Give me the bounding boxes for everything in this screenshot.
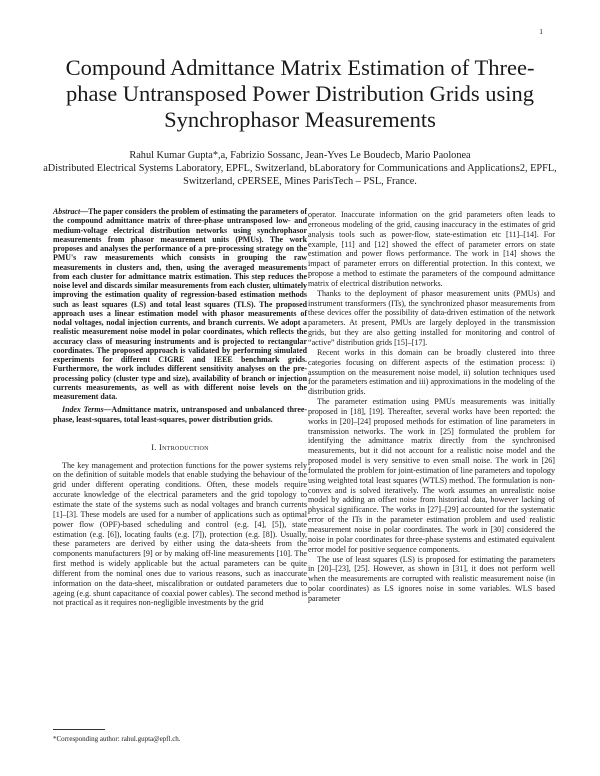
right-column — [308, 210, 555, 604]
index-terms-label: Index Terms — [62, 405, 104, 415]
paragraph: Thanks to the deployment of phasor measurement units (PMUs) and instrument transformers (ITs), the synchronized phasor measurements from these devices offer the possibility of data-driven estimation of the network parameters. At present, PMUs are largely deployed in the transmission grids, but they are also getting installed for monitoring and control of “active” distribution grids [15]–[17]. — [308, 288, 555, 347]
footnote: *Corresponding author: rahul.gupta@epfl.ch. — [53, 735, 181, 743]
section-heading-introduction: I. Introduction — [151, 442, 209, 452]
paper-title: Compound Admittance Matrix Estimation of Three-phase Untransposed Power Distribution Grids using Synchrophasor Measurements — [65, 55, 535, 132]
abstract-label: Abstract — [53, 207, 81, 216]
left-column — [53, 207, 307, 608]
index-terms — [53, 405, 307, 424]
paragraph: The use of least squares (LS) is proposed for estimating the parameters in [20]–[23], [25]. However, as shown in [31], it does not perform well when the measurements are corrupted with realistic measurement noise (in polar coordinates) as LS ignores noise in some variables. WLS based parameter — [308, 554, 555, 603]
footnote-rule — [53, 729, 105, 730]
page-number: 1 — [539, 27, 543, 36]
paragraph: The key management and protection functions for the power systems rely on the definition of suitable models that enable studying the behaviour of the grid under different operating conditions. Often, these models require accurate knowledge of the electrical parameters and the grid topology to estimate the state of the systems such as nodal voltages and branch currents [1]–[3]. These models are used for a number of applications such as optimal power flow (OPF)-based scheduling and control (e.g. [4], [5]), state estimation (e.g. [6]), locating faults (e.g. [7]), protection (e.g. [8]). Usually, these parameters are derived by either using the data-sheets from the components manufacturers [9] or by making off-line measurements [10]. The first method is widely applicable but the actual parameters can be quite different from the nominal ones due to various reasons, such as inaccurate information on the data-sheet, miscalibration or outdated parameters due to ageing (e.g. shunt capacitance of coaxial power cables). The second method is not practical as it requires non-negligible investments by the grid — [53, 460, 307, 608]
affiliations: aDistributed Electrical Systems Laboratory, EPFL, Switzerland, bLaboratory for Communications and Applications2, EPFL, Switzerland, cPERSEE, Mines ParisTech – PSL, France. — [43, 163, 557, 187]
paragraph: operator. Inaccurate information on the grid parameters often leads to erroneous modeling of the grid, causing inaccuracy in the estimates of grid analysis tools such as power-flow, state-estimation etc [11]–[14]. For example, [11] and [12] showed the effect of parameter errors on state estimation and power flows performance. The work in [14] shows the impact of parameter errors on differential protection. In this context, we propose a method to estimate the parameters of the compound admittance matrix of electrical distribution networks. — [308, 210, 555, 288]
abstract — [53, 207, 307, 401]
paragraph: Recent works in this domain can be broadly clustered into three categories focusing on different aspects of the estimation process: i) assumption on the measurement noise model, ii) solution techniques used for the parameters estimation and iii) approximations in the modeling of the distribution grids. — [308, 347, 555, 397]
index-terms-text: —Admittance matrix, untransposed and unbalanced three-phase, least-squares, total least-squares, power distribution grids. — [53, 405, 307, 424]
abstract-text: —The paper considers the problem of estimating the parameters of the compound admittance matrix of three-phase untransposed low- and medium-voltage electrical distribution networks using synchrophasor measurements from phasor measurement units (PMUs). The work proposes and analyses the performance of a pre-processing strategy on the PMU's raw measurements which consists in grouping the raw measurements in clusters and, then, using the averaged measurements from each cluster for admittance matrix estimation. This step reduces the noise level and discards similar measurements from each cluster, ultimately improving the estimation quality of regression-based estimation methods such as least squares (LS) and total least squares (TLS). The proposed approach uses a linear estimation model with phasor measurements of nodal voltages, nodal injection currents, and branch currents. We adopt a realistic measurement noise model in polar coordinates, which reflects the accuracy class of measuring instruments and is projected to rectangular coordinates. The proposed approach is validated by performing simulated experiments for different CIGRE and IEEE benchmark grids. Furthermore, the work includes different sensitivity analyses on the pre-processing policy (cluster type and size), availability of branch or injection currents measurements, as well as with different noise levels on the measurement data. — [53, 207, 307, 401]
author-list: Rahul Kumar Gupta*,a, Fabrizio Sossanc, Jean-Yves Le Boudecb, Mario Paolonea — [129, 150, 471, 161]
paragraph: The parameter estimation using PMUs measurements was initially proposed in [18], [19]. Thereafter, several works have been reported: the works in [20]–[24] proposed methods for estimation of line parameters in transmission networks. The work in [25] formulated the problem for identifying the admittance matrix directly from the synchronised measurements, but it did not account for a realistic noise model and the proposed model is very sensitive to even small noise. The work in [26] formulated the problem for joint-estimation of line parameters and topology using weighted total least squares (WTLS) method. The formulation is non-convex and is solved iteratively. The work assumes an unrealistic noise model by adding an offset noise from historical data, however lacking of physical significance. The works in [27]–[29] accounted for the systematic error of the ITs in the parameter estimation problem and used realistic measurement noise in polar coordinates. The work in [30] considered the noise in polar coordinates for three-phase systems and estimated equivalent error model for positive sequence components. — [308, 397, 555, 554]
